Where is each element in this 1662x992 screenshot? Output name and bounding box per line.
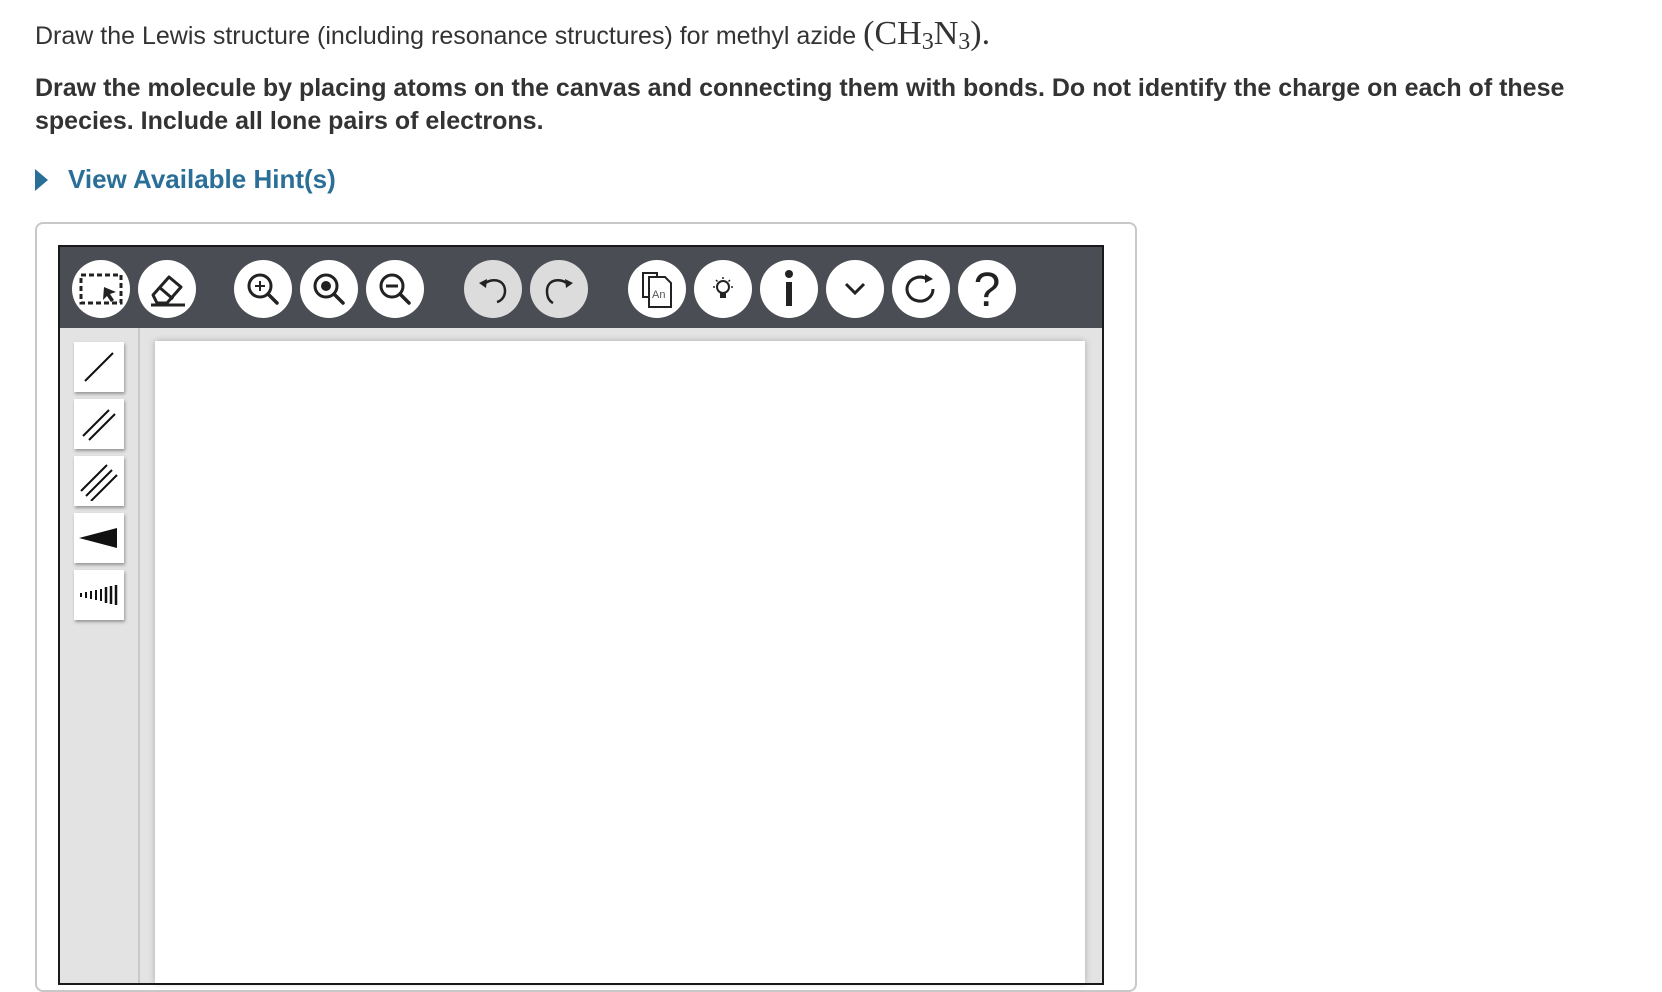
zoom-in-icon: [243, 269, 283, 309]
hint-bulb-button[interactable]: [694, 260, 752, 318]
instructions: Draw the molecule by placing atoms on the canvas and connecting them with bonds. Do not identify the charge on each of these species. Include all lone pairs of electrons.: [35, 74, 1565, 135]
question-prompt: [35, 16, 990, 60]
single-bond-button[interactable]: [74, 342, 124, 392]
undo-button[interactable]: [464, 260, 522, 318]
svg-text:An: An: [652, 289, 666, 301]
editor-toolbar: [60, 247, 1102, 328]
wedge-bond-icon: [77, 518, 121, 558]
eraser-icon: [145, 269, 189, 309]
double-bond-button[interactable]: [74, 399, 124, 449]
rotate-button[interactable]: [892, 260, 950, 318]
zoom-reset-icon: [309, 269, 349, 309]
info-button[interactable]: [760, 260, 818, 318]
redo-icon: [539, 269, 579, 309]
zoom-reset-button[interactable]: [300, 260, 358, 318]
svg-text:?: ?: [973, 264, 1001, 314]
help-icon: [967, 264, 1007, 314]
single-bond-icon: [79, 347, 119, 387]
more-options-button[interactable]: [826, 260, 884, 318]
rotate-icon: [899, 269, 943, 309]
chevron-down-icon: [840, 277, 870, 301]
help-button[interactable]: [958, 260, 1016, 318]
chemical-formula: $(CH_3N_3)$.: [863, 15, 991, 55]
caret-right-icon: [35, 169, 48, 191]
double-bond-icon: [79, 404, 119, 444]
zoom-in-button[interactable]: [234, 260, 292, 318]
info-icon: [769, 267, 809, 311]
triple-bond-button[interactable]: [74, 456, 124, 506]
zoom-out-button[interactable]: [366, 260, 424, 318]
eraser-button[interactable]: [138, 260, 196, 318]
bond-tools-sidebar: [60, 328, 140, 983]
view-hints-link[interactable]: View Available Hint(s): [68, 164, 336, 194]
question-text: Draw the Lewis structure (including resonance structures) for methyl azide: [35, 22, 864, 50]
undo-icon: [473, 269, 513, 309]
molecule-editor: [58, 245, 1104, 985]
templates-button[interactable]: [628, 260, 686, 318]
triple-bond-icon: [79, 461, 119, 501]
hashed-wedge-bond-button[interactable]: [74, 570, 124, 620]
select-button[interactable]: [72, 260, 130, 318]
lightbulb-icon: [708, 274, 738, 304]
view-hints-toggle[interactable]: [35, 164, 336, 195]
drawing-canvas[interactable]: [155, 341, 1085, 983]
template-icon: [635, 267, 679, 311]
wedge-bond-button[interactable]: [74, 513, 124, 563]
zoom-out-icon: [375, 269, 415, 309]
redo-button[interactable]: [530, 260, 588, 318]
marquee-select-icon: [78, 269, 124, 309]
hashed-wedge-bond-icon: [77, 575, 121, 615]
